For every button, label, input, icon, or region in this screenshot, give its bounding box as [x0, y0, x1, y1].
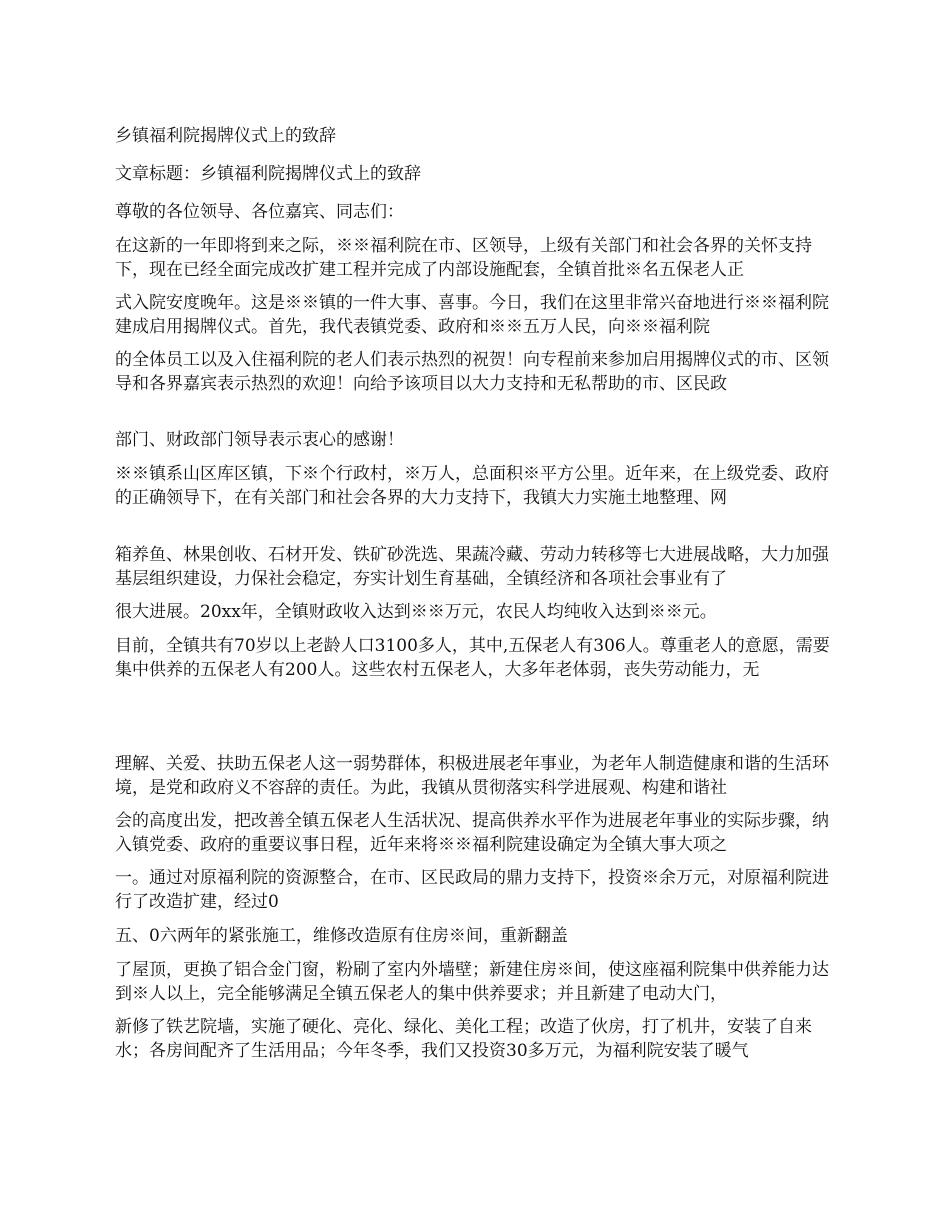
paragraph: 式入院安度晚年。这是※※镇的一件大事、喜事。今日，我们在这里非常兴奋地进行※※福利院建成启用揭牌仪式。首先，我代表镇党委、政府和※※五万人民，向※※福利院 [115, 293, 829, 337]
paragraph: 新修了铁艺院墙，实施了硬化、亮化、绿化、美化工程；改造了伙房，打了机井，安装了自来水；各房间配齐了生活用品；今年冬季，我们又投资30多万元，为福利院安装了暖气 [115, 1017, 812, 1061]
paragraph: 一。通过对原福利院的资源整合，在市、区民政局的鼎力支持下，投资※余万元，对原福利院进行了改造扩建，经过0 [115, 868, 829, 912]
paragraph: 目前，全镇共有70岁以上老龄人口3100多人，其中,五保老人有306人。尊重老人的意愿，需要集中供养的五保老人有200人。这些农村五保老人，大多年老体弱，丧失劳动能力，无 [115, 636, 830, 680]
document-subtitle: 文章标题：乡镇福利院揭牌仪式上的致辞 [115, 164, 421, 184]
paragraph: 部门、财政部门领导表示衷心的感谢！ [115, 430, 404, 450]
paragraph: ※※镇系山区库区镇，下※个行政村，※万人，总面积※平方公里。近年来，在上级党委、政府的正确领导下，在有关部门和社会各界的大力支持下，我镇大力实施土地整理、网 [115, 464, 829, 508]
paragraph: 在这新的一年即将到来之际，※※福利院在市、区领导，上级有关部门和社会各界的关怀支持下，现在已经全面完成改扩建工程并完成了内部设施配套，全镇首批※名五保老人正 [115, 236, 812, 280]
paragraph: 的全体员工以及入住福利院的老人们表示热烈的祝贺！向专程前来参加启用揭牌仪式的市、区领导和各界嘉宾表示热烈的欢迎！向给予该项目以大力支持和无私帮助的市、区民政 [115, 350, 829, 394]
paragraph: 很大进展。20xx年，全镇财政收入达到※※万元，农民人均纯收入达到※※元。 [115, 602, 717, 622]
paragraph: 了屋顶，更换了铝合金门窗，粉刷了室内外墙壁；新建住房※间，使这座福利院集中供养能力达到※人以上，完全能够满足全镇五保老人的集中供养要求；并且新建了电动大门， [115, 960, 829, 1004]
document-title: 乡镇福利院揭牌仪式上的致辞 [115, 126, 336, 146]
greeting: 尊敬的各位领导、各位嘉宾、同志们： [115, 202, 404, 222]
paragraph: 会的高度出发，把改善全镇五保老人生活状况、提高供养水平作为进展老年事业的实际步骤，纳入镇党委、政府的重要议事日程，近年来将※※福利院建设确定为全镇大事大项之 [115, 811, 829, 855]
paragraph: 箱养鱼、林果创收、石材开发、铁矿砂洗选、果蔬冷藏、劳动力转移等七大进展战略，大力加强基层组织建设，力保社会稳定，夯实计划生育基础，全镇经济和各项社会事业有了 [115, 545, 829, 589]
paragraph: 理解、关爱、扶助五保老人这一弱势群体，积极进展老年事业，为老年人制造健康和谐的生活环境，是党和政府义不容辞的责任。为此，我镇从贯彻落实科学进展观、构建和谐社 [115, 754, 829, 798]
paragraph: 五、0六两年的紧张施工，维修改造原有住房※间，重新翻盖 [115, 926, 568, 946]
